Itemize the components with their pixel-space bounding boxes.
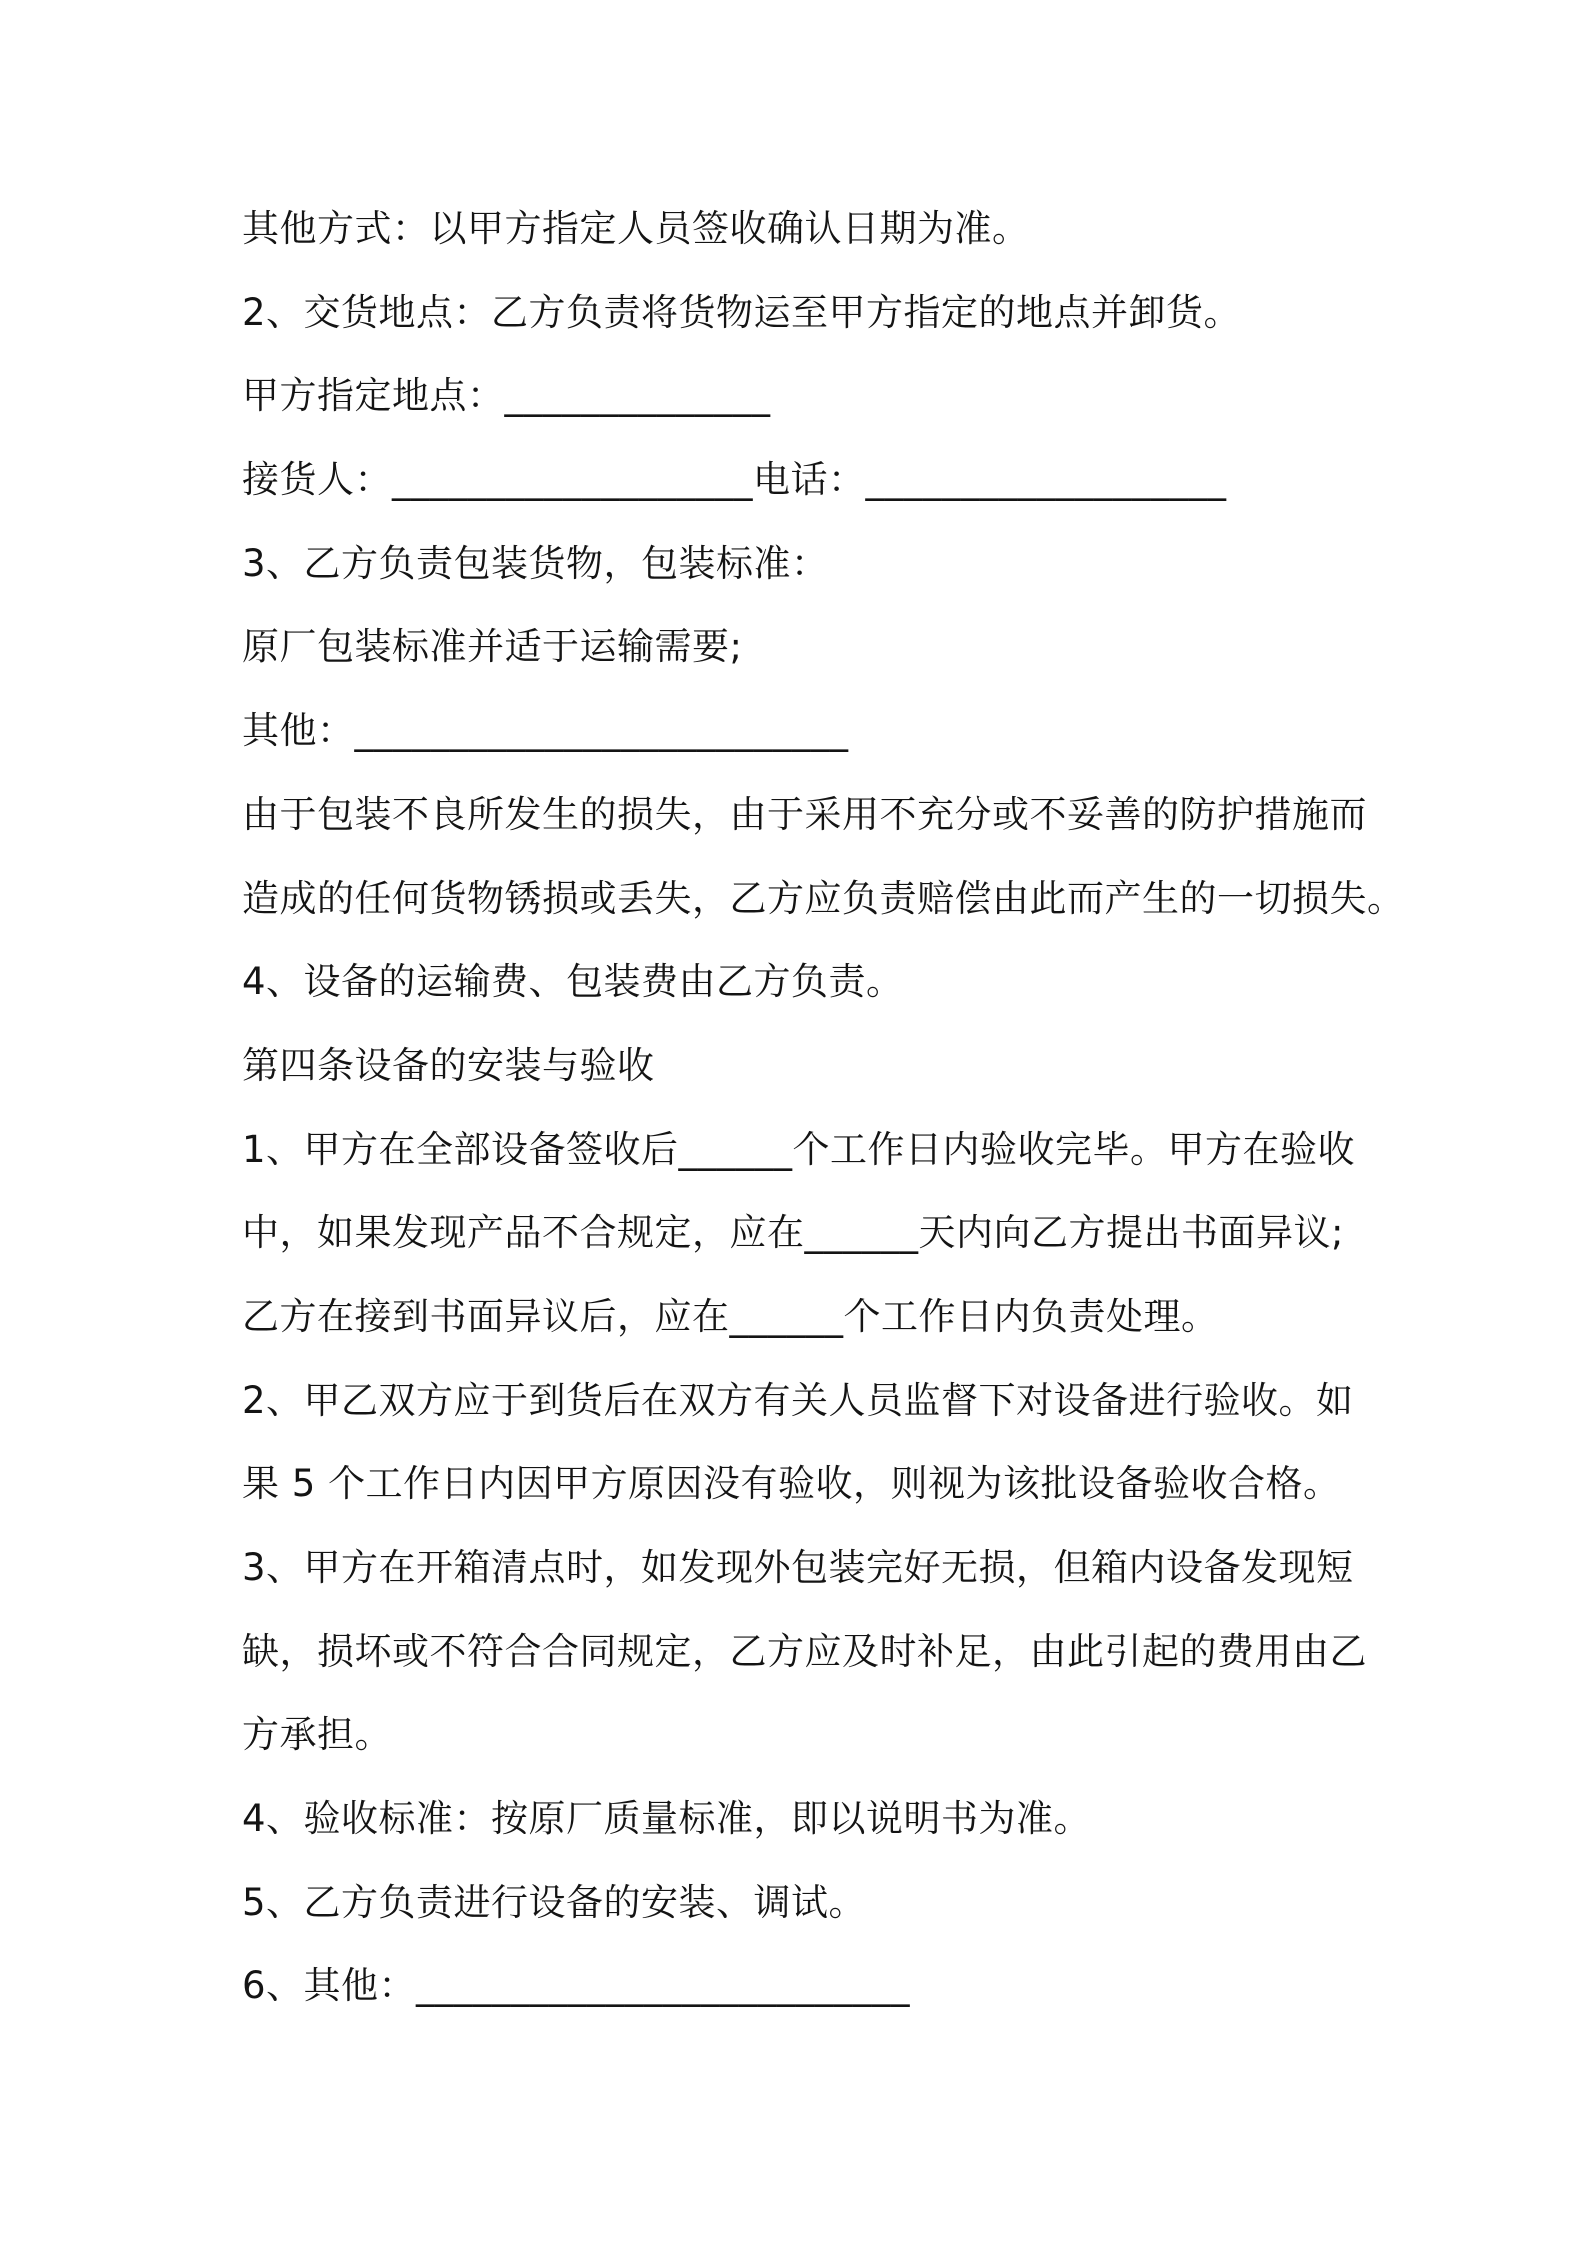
text-line-designated-location: 甲方指定地点：______________ <box>242 374 771 418</box>
text-line-acceptance-1b: 中，如果发现产品不合规定，应在______天内向乙方提出书面异议; <box>242 1211 1344 1255</box>
text-line-acceptance-3c: 方承担。 <box>242 1713 392 1757</box>
text-line-acceptance-3a: 3、甲方在开箱清点时，如发现外包装完好无损，但箱内设备发现短 <box>242 1546 1354 1589</box>
text-line-packaging-standard: 3、乙方负责包装货物，包装标准： <box>242 541 829 585</box>
text-line-installation: 5、乙方负责进行设备的安装、调试。 <box>242 1880 867 1924</box>
text-line-acceptance-3b: 缺，损坏或不符合合同规定，乙方应及时补足，由此引起的费用由乙 <box>242 1629 1367 1673</box>
text-line-acceptance-2b: 果 5 个工作日内因甲方原因没有验收，则视为该批设备验收合格。 <box>242 1462 1341 1506</box>
text-line-other-method: 其他方式：以甲方指定人员签收确认日期为准。 <box>242 207 1030 250</box>
text-line-packaging-other: 其他：__________________________ <box>242 709 849 753</box>
text-line-acceptance-1a: 1、甲方在全部设备签收后______个工作日内验收完毕。甲方在验收 <box>242 1127 1356 1171</box>
document-body <box>242 200 1405 2041</box>
text-line-other-6: 6、其他：__________________________ <box>242 1964 911 2008</box>
section-heading-installation: 第四条设备的安装与验收 <box>242 1043 655 1087</box>
text-line-transport-fee: 4、设备的运输费、包装费由乙方负责。 <box>242 960 904 1004</box>
text-line-packaging-loss-2: 造成的任何货物锈损或丢失，乙方应负责赔偿由此而产生的一切损失。 <box>242 876 1405 920</box>
text-line-packaging-loss-1: 由于包装不良所发生的损失，由于采用不充分或不妥善的防护措施而 <box>242 792 1367 836</box>
text-line-acceptance-standard: 4、验收标准：按原厂质量标准，即以说明书为准。 <box>242 1797 1092 1841</box>
text-line-delivery-location: 2、交货地点：乙方负责将货物运至甲方指定的地点并卸货。 <box>242 290 1242 334</box>
text-line-original-packaging: 原厂包装标准并适于运输需要; <box>242 625 743 669</box>
text-line-acceptance-2a: 2、甲乙双方应于到货后在双方有关人员监督下对设备进行验收。如 <box>242 1378 1354 1422</box>
text-line-receiver-phone: 接货人：___________________电话：___________________ <box>242 458 1227 502</box>
text-line-acceptance-1c: 乙方在接到书面异议后，应在______个工作日内负责处理。 <box>242 1294 1219 1338</box>
